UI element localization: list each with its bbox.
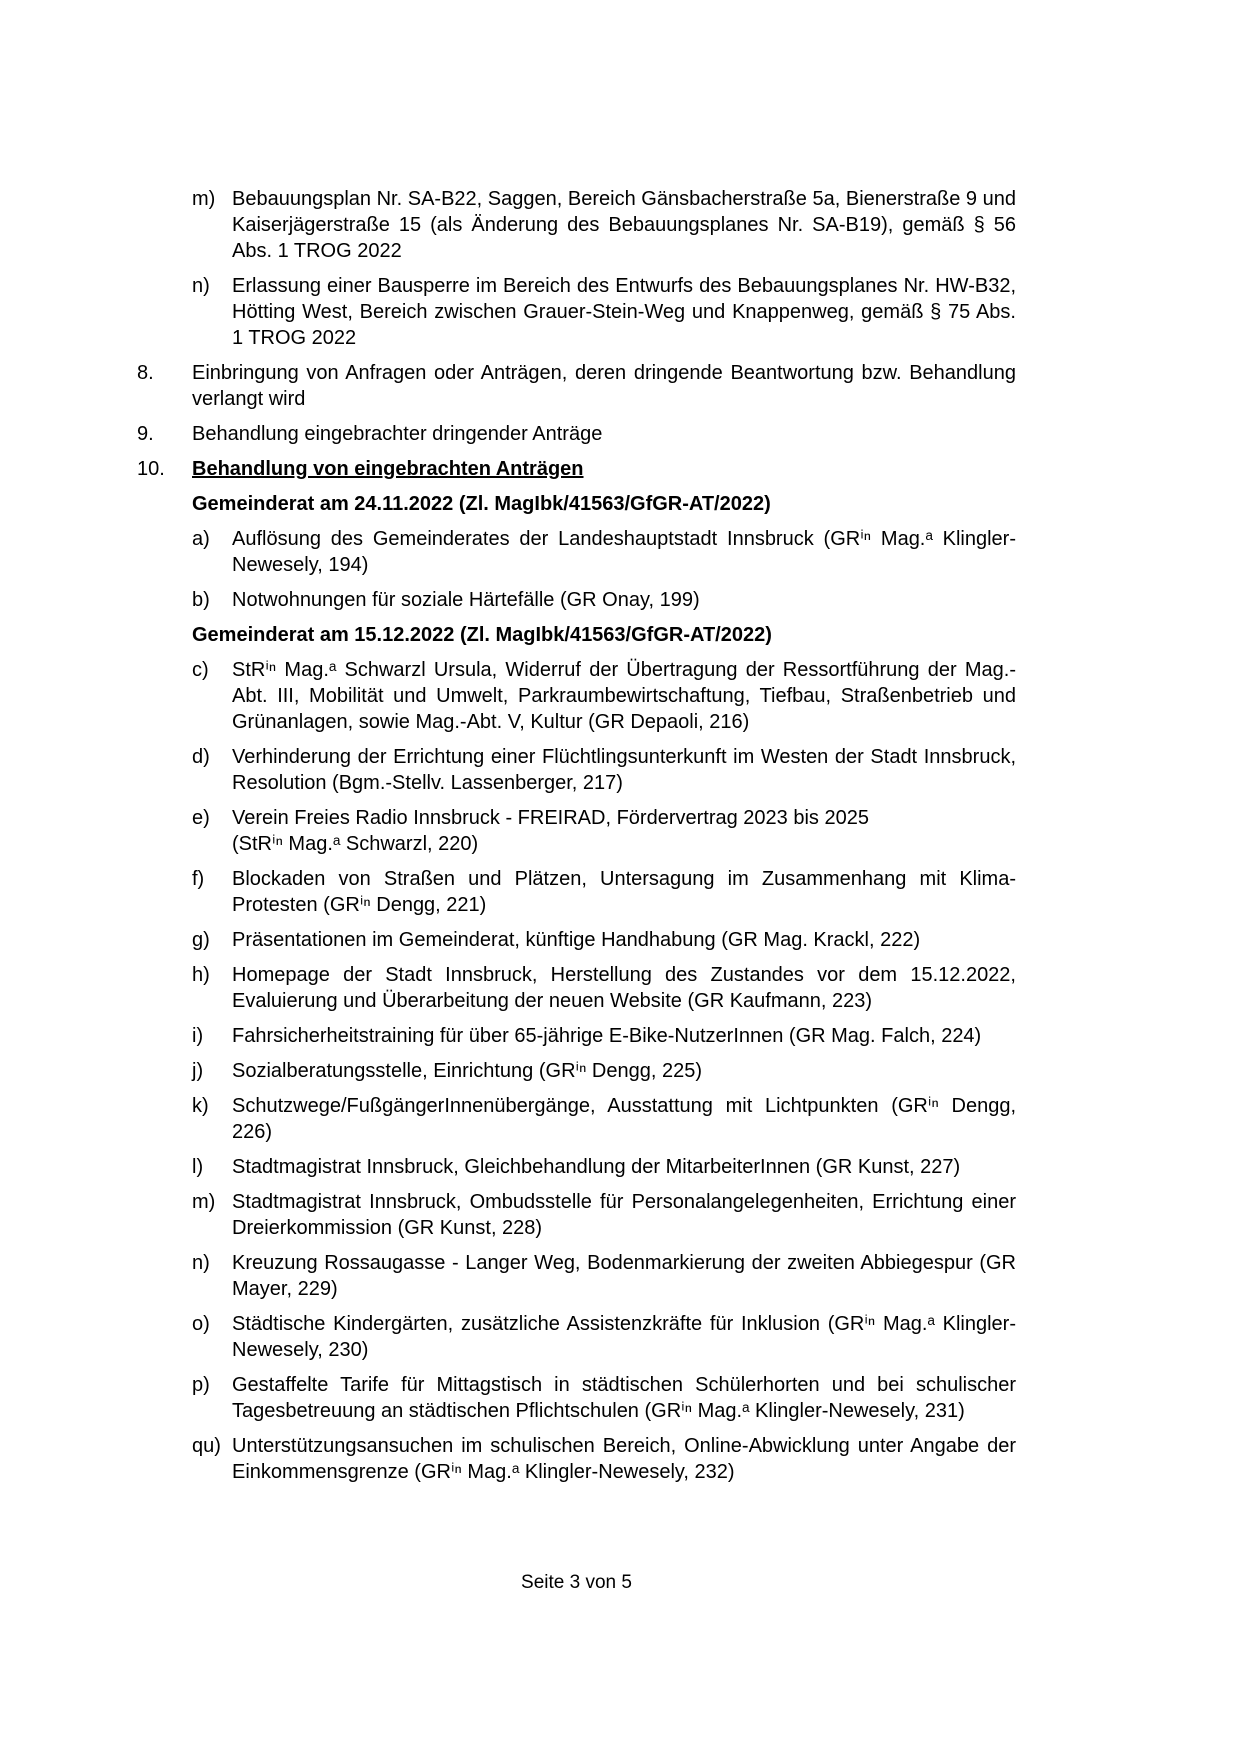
list-item — [137, 805, 1016, 857]
list-item — [137, 744, 1016, 796]
list-item — [137, 1372, 1016, 1424]
list-item — [137, 1250, 1016, 1302]
list-item-label: n) — [192, 275, 210, 297]
list-item-text — [232, 1433, 1016, 1485]
list-item-line: Bebauungsplan Nr. SA-B22, Saggen, Bereich Gänsbacherstraße 5a, Bienerstraße 9 und Kaiserjägerstraße 15 (als Änderung des Bebauungsplanes Nr. SA-B19), gemäß § 56 Abs. 1 TROG 2022 — [232, 188, 1016, 262]
list-item-text — [232, 927, 1016, 953]
list-item — [137, 273, 1016, 351]
list-item-line: Notwohnungen für soziale Härtefälle (GR Onay, 199) — [232, 589, 700, 611]
list-item-label: e) — [192, 807, 210, 829]
list-item-label: n) — [192, 1252, 210, 1274]
list-item — [137, 1433, 1016, 1485]
list-item-line: (StRⁱⁿ Mag.ᵃ Schwarzl, 220) — [232, 833, 479, 855]
list-item-label: i) — [192, 1025, 204, 1047]
list-item — [137, 866, 1016, 918]
page-footer: Seite 3 von 5 — [521, 1572, 632, 1593]
list-item-label: 10. — [137, 458, 165, 480]
list-item-text — [232, 1154, 1016, 1180]
list-item-text — [232, 1250, 1016, 1302]
list-item-line: Unterstützungsansuchen im schulischen Bereich, Online-Abwicklung unter Angabe der Einkommensgrenze (GRⁱⁿ Mag.ᵃ Klingler-Newesely, 232) — [232, 1435, 1016, 1483]
list-item-line: Städtische Kindergärten, zusätzliche Assistenzkräfte für Inklusion (GRⁱⁿ Mag.ᵃ Klingler-Newesely, 230) — [232, 1313, 1016, 1361]
agenda-list — [137, 186, 1016, 1494]
list-item-text — [232, 1093, 1016, 1145]
list-item-label: a) — [192, 528, 210, 550]
list-item-line: Verhinderung der Errichtung einer Flüchtlingsunterkunft im Westen der Stadt Innsbruck, Resolution (Bgm.-Stellv. Lassenberger, 217) — [232, 746, 1016, 794]
list-item — [137, 491, 1016, 517]
list-item-line: Behandlung von eingebrachten Anträgen — [192, 458, 584, 480]
list-item-label: p) — [192, 1374, 210, 1396]
list-item-line: Homepage der Stadt Innsbruck, Herstellung des Zustandes vor dem 15.12.2022, Evaluierung und Überarbeitung der neuen Website (GR Kaufmann, 223) — [232, 964, 1016, 1012]
list-item-label: b) — [192, 589, 210, 611]
list-item-line: Einbringung von Anfragen oder Anträgen, deren dringende Beantwortung bzw. Behandlung verlangt wird — [192, 362, 1016, 410]
list-item — [137, 1093, 1016, 1145]
list-item-label: 8. — [137, 362, 154, 384]
list-item — [137, 622, 1016, 648]
list-item-text — [232, 587, 1016, 613]
list-item-text — [232, 1189, 1016, 1241]
list-item-text — [232, 866, 1016, 918]
list-item-label: m) — [192, 1191, 216, 1213]
list-item-line: Fahrsicherheitstraining für über 65-jährige E-Bike-NutzerInnen (GR Mag. Falch, 224) — [232, 1025, 982, 1047]
list-item — [137, 421, 1016, 447]
list-item-line: StRⁱⁿ Mag.ᵃ Schwarzl Ursula, Widerruf der Übertragung der Ressortführung der Mag.-Abt. III, Mobilität und Umwelt, Parkraumbewirtschaftung, Tiefbau, Straßenbetrieb und Grünanlagen, sowie Mag.-Abt. V, Kultur (GR Depaoli, 216) — [232, 659, 1016, 733]
list-item — [137, 927, 1016, 953]
list-item — [137, 1058, 1016, 1084]
list-item-label: g) — [192, 929, 210, 951]
list-item-label: o) — [192, 1313, 210, 1335]
list-item-label: l) — [192, 1156, 204, 1178]
list-item — [137, 1023, 1016, 1049]
list-item-label: d) — [192, 746, 210, 768]
list-item-text — [192, 421, 1016, 447]
list-item-line: Blockaden von Straßen und Plätzen, Untersagung im Zusammenhang mit Klima-Protesten (GRⁱⁿ Dengg, 221) — [232, 868, 1016, 916]
list-item — [137, 1189, 1016, 1241]
list-item — [137, 1311, 1016, 1363]
list-item — [137, 587, 1016, 613]
list-item — [137, 962, 1016, 1014]
list-item-line: Auflösung des Gemeinderates der Landeshauptstadt Innsbruck (GRⁱⁿ Mag.ᵃ Klingler-Newesely, 194) — [232, 528, 1016, 576]
list-item-line: Stadtmagistrat Innsbruck, Gleichbehandlung der MitarbeiterInnen (GR Kunst, 227) — [232, 1156, 961, 1178]
list-item-text — [232, 805, 1016, 857]
list-item-text — [232, 1058, 1016, 1084]
list-item-label: 9. — [137, 423, 154, 445]
list-item-label: j) — [192, 1060, 204, 1082]
list-item-text — [192, 456, 1016, 482]
list-item-text — [232, 1311, 1016, 1363]
list-item-label: k) — [192, 1095, 209, 1117]
list-item-text — [232, 962, 1016, 1014]
list-item-line: Behandlung eingebrachter dringender Anträge — [192, 423, 603, 445]
list-item-text — [232, 1023, 1016, 1049]
list-item-text — [192, 491, 1016, 517]
list-item-label: m) — [192, 188, 216, 210]
list-item-text — [232, 744, 1016, 796]
list-item-text — [232, 1372, 1016, 1424]
list-item-line: Kreuzung Rossaugasse - Langer Weg, Bodenmarkierung der zweiten Abbiegespur (GR Mayer, 229) — [232, 1252, 1016, 1300]
list-item-label: f) — [192, 868, 205, 890]
list-item-text — [232, 526, 1016, 578]
list-item — [137, 1154, 1016, 1180]
list-item-line: Gestaffelte Tarife für Mittagstisch in städtischen Schülerhorten und bei schulischer Tagesbetreuung an städtischen Pflichtschulen (GRⁱⁿ Mag.ᵃ Klingler-Newesely, 231) — [232, 1374, 1016, 1422]
list-item-line: Stadtmagistrat Innsbruck, Ombudsstelle für Personalangelegenheiten, Errichtung einer Dreierkommission (GR Kunst, 228) — [232, 1191, 1016, 1239]
list-item-label: c) — [192, 659, 209, 681]
list-item-text — [232, 273, 1016, 351]
list-item-line: Schutzwege/FußgängerInnenübergänge, Ausstattung mit Lichtpunkten (GRⁱⁿ Dengg, 226) — [232, 1095, 1016, 1143]
list-item-line: Präsentationen im Gemeinderat, künftige Handhabung (GR Mag. Krackl, 222) — [232, 929, 921, 951]
list-item-label: qu) — [192, 1435, 221, 1457]
list-item-line: Gemeinderat am 15.12.2022 (Zl. MagIbk/41563/GfGR-AT/2022) — [192, 624, 772, 646]
list-item-label: h) — [192, 964, 210, 986]
list-item — [137, 657, 1016, 735]
list-item-text — [232, 657, 1016, 735]
list-item-line: Erlassung einer Bausperre im Bereich des Entwurfs des Bebauungsplanes Nr. HW-B32, Hötting West, Bereich zwischen Grauer-Stein-Weg und Knappenweg, gemäß § 75 Abs. 1 TROG 2022 — [232, 275, 1016, 349]
list-item — [137, 186, 1016, 264]
list-item-line: Gemeinderat am 24.11.2022 (Zl. MagIbk/41563/GfGR-AT/2022) — [192, 493, 771, 515]
list-item-text — [232, 186, 1016, 264]
list-item-text — [192, 622, 1016, 648]
list-item-line: Verein Freies Radio Innsbruck - FREIRAD, Fördervertrag 2023 bis 2025 — [232, 807, 869, 829]
list-item-line: Sozialberatungsstelle, Einrichtung (GRⁱⁿ Dengg, 225) — [232, 1060, 703, 1082]
list-item — [137, 526, 1016, 578]
list-item — [137, 456, 1016, 482]
list-item-text — [192, 360, 1016, 412]
list-item — [137, 360, 1016, 412]
